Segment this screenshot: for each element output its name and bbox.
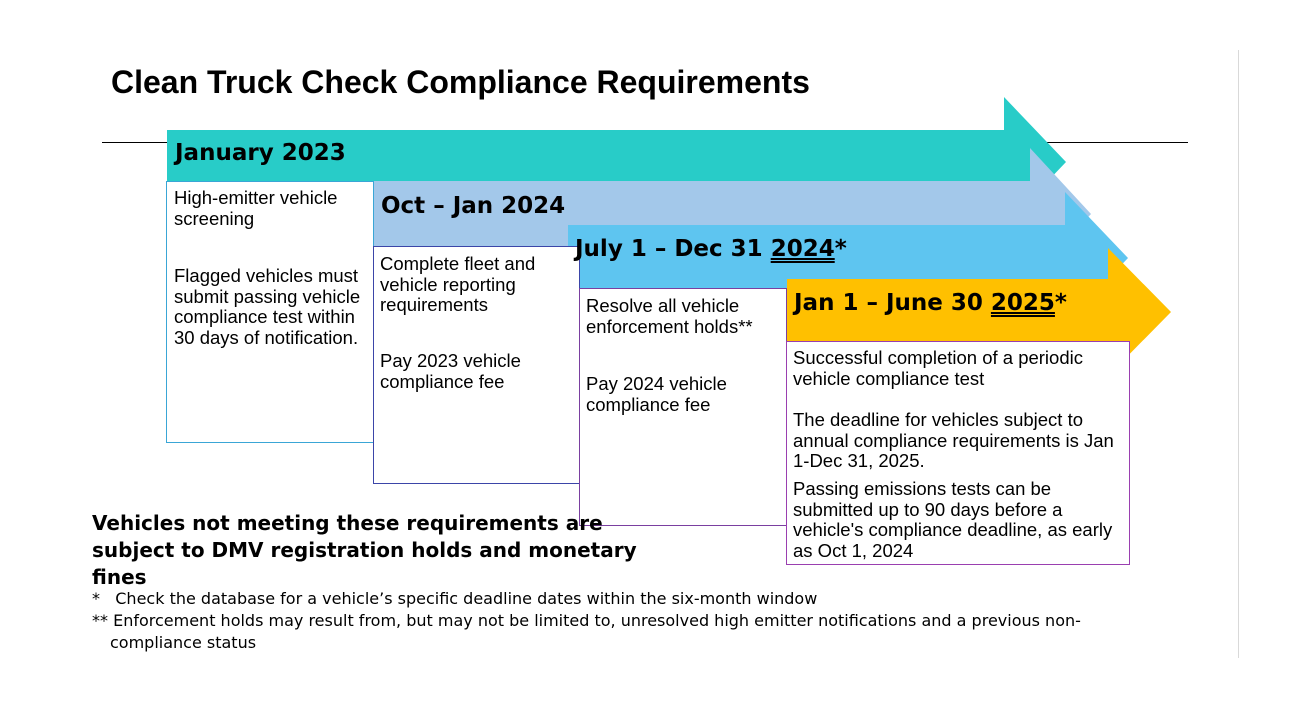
stage-4-box xyxy=(786,341,1130,565)
stage-3-box xyxy=(579,288,787,526)
stage-1-box xyxy=(166,181,374,443)
stage-2-item-1: Complete fleet and vehicle reporting requirements xyxy=(380,253,536,315)
footnote-2: ** Enforcement holds may result from, but may not be limited to, unresolved high emitter notifications and a previous non-compliance status xyxy=(92,611,1081,652)
stage-4-label-text: Jan 1 – June 30 xyxy=(794,290,991,316)
stage-3-label-year: 2024 xyxy=(770,236,835,262)
stage-1-item-1: High-emitter vehicle screening xyxy=(174,187,338,229)
stage-4-item-2: The deadline for vehicles subject to annual compliance requirements is Jan 1-Dec 31, 2025. xyxy=(793,409,1114,471)
stage-2-label-text: Oct – Jan 2024 xyxy=(381,193,566,219)
fines-warning: Vehicles not meeting these requirements are subject to DMV registration holds and monetary fines xyxy=(92,511,637,589)
stage-2-item-2: Pay 2023 vehicle compliance fee xyxy=(380,350,521,392)
stage-3-label-text: July 1 – Dec 31 xyxy=(575,236,771,262)
stage-3-label xyxy=(575,236,847,262)
stage-4-item-1: Successful completion of a periodic vehicle compliance test xyxy=(793,347,1083,389)
footnote-1: * Check the database for a vehicle’s specific deadline dates within the six-month window xyxy=(92,589,818,608)
stage-3-label-star: * xyxy=(834,236,847,262)
stage-3-item-1: Resolve all vehicle enforcement holds** xyxy=(586,295,753,337)
stage-1-item-2: Flagged vehicles must submit passing vehicle compliance test within 30 days of notification. xyxy=(174,265,361,348)
stage-1-label-text: January 2023 xyxy=(175,140,346,166)
stage-4-label-star: * xyxy=(1054,290,1067,316)
stage-2-label xyxy=(381,193,565,219)
stage-4-label-year: 2025 xyxy=(990,290,1055,316)
stage-2-box xyxy=(373,246,580,484)
stage-1-label xyxy=(175,140,346,166)
page-title: Clean Truck Check Compliance Requirements xyxy=(111,64,810,100)
stage-3-item-2: Pay 2024 vehicle compliance fee xyxy=(586,373,727,415)
stage-4-item-3: Passing emissions tests can be submitted up to 90 days before a vehicle's compliance deadline, as early as Oct 1, 2024 xyxy=(793,478,1113,561)
stage-4-label xyxy=(794,290,1067,316)
